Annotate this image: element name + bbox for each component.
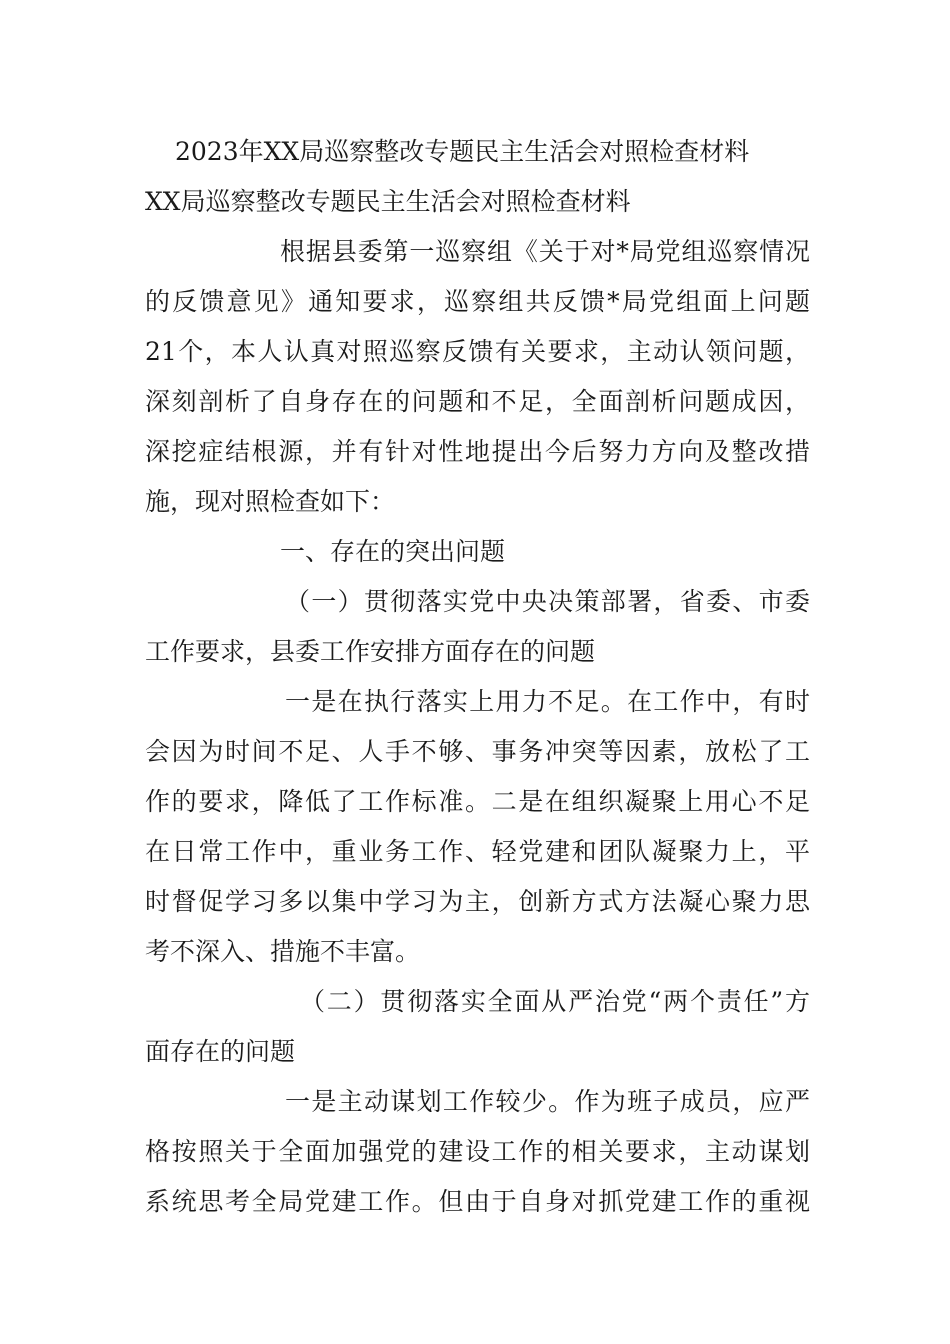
intro-line: 根据县委第一巡察组《关于对*局党组巡察情况	[280, 237, 810, 266]
subsection-heading: 面存在的问题	[145, 1037, 296, 1066]
body-line: 作的要求，降低了工作标准。二是在组织凝聚上用心不足	[145, 787, 810, 816]
subsection-heading: （一）贯彻落实党中央决策部署，省委、市委	[285, 587, 810, 616]
body-line: 一是主动谋划工作较少。作为班子成员，应严	[285, 1087, 810, 1116]
intro-line: 深挖症结根源，并有针对性地提出今后努力方向及整改措	[145, 437, 810, 466]
document-title: 2023年XX局巡察整改专题民主生活会对照检查材料	[175, 137, 750, 166]
intro-line: 的反馈意见》通知要求，巡察组共反馈*局党组面上问题	[145, 287, 810, 316]
subsection-heading: （二）贯彻落实全面从严治党“两个责任”方	[300, 987, 810, 1016]
body-line: 会因为时间不足、人手不够、事务冲突等因素，放松了工	[145, 737, 810, 766]
body-line: 考不深入、措施不丰富。	[145, 937, 421, 966]
intro-line: 施，现对照检查如下：	[145, 487, 396, 516]
body-line: 系统思考全局党建工作。但由于自身对抓党建工作的重视	[145, 1187, 810, 1216]
intro-line: 深刻剖析了自身存在的问题和不足，全面剖析问题成因，	[145, 387, 810, 416]
body-line: 一是在执行落实上用力不足。在工作中，有时	[285, 687, 810, 716]
document-subtitle: XX局巡察整改专题民主生活会对照检查材料	[145, 187, 631, 216]
body-line: 格按照关于全面加强党的建设工作的相关要求，主动谋划	[145, 1137, 810, 1166]
body-line: 时督促学习多以集中学习为主，创新方式方法凝心聚力思	[145, 887, 810, 916]
intro-line: 21个，本人认真对照巡察反馈有关要求，主动认领问题，	[145, 337, 810, 366]
subsection-heading: 工作要求，县委工作安排方面存在的问题	[145, 637, 596, 666]
section-heading: 一、存在的突出问题	[280, 537, 506, 566]
body-line: 在日常工作中，重业务工作、轻党建和团队凝聚力上，平	[145, 837, 810, 866]
